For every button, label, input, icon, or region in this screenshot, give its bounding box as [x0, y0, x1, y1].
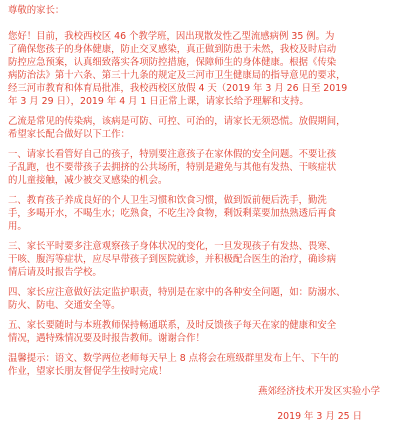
paragraph-item-1: [8, 148, 396, 187]
text-line: 子乱跑，也不要带孩子去拥挤的公共场所，特别是避免与其他有发热、干咳症状: [8, 162, 337, 173]
text-line: 情况，遇特殊情况要及时报告教师。谢谢合作！: [8, 333, 205, 344]
text-line: 年 3 月 29 日），2019 年 4 月 1 日正常上课，请家长给予理解和支持。: [8, 96, 309, 107]
text-line: 干咳、腹泻等症状，应尽早带孩子到医院就诊，并积极配合医生的治疗，确诊病: [8, 254, 337, 265]
text-line: 的儿童接触，减少被交叉感染的机会。: [8, 175, 168, 186]
text-line: 乙流是常见的传染病，该病是可防、可控、可治的，请家长无须恐慌。放假期间，: [8, 116, 346, 127]
text-line: 防火、防电、交通安全等。: [8, 300, 121, 311]
text-line: 希望家长配合做好以下工作：: [8, 129, 130, 140]
text-line: 五、家长要随时与本班教师保持畅通联系，及时反馈孩子每天在家的健康和安全: [8, 320, 337, 331]
text-line: 经三河市教育和体育局批准，我校西校区放假 4 天（2019 年 3 月 26 日至 2019: [8, 83, 348, 94]
text-line: 了确保您孩子的身体健康，防止交叉感染，真正做到防患于未然，我校及时启动: [8, 44, 337, 55]
text-line: 二、教育孩子养成良好的个人卫生习惯和饮食习惯，做到饭前便后洗手，勤洗: [8, 195, 327, 206]
signature: 燕郊经济技术开发区实验小学: [258, 386, 380, 397]
text-line: 用。: [8, 221, 27, 232]
date: 2019 年 3 月 25 日: [277, 411, 362, 422]
paragraph-intro: [8, 115, 396, 141]
text-line: 一、请家长看管好自己的孩子，特别要注意孩子在家休假的安全问题。不要让孩: [8, 149, 337, 160]
paragraph-item-3: [8, 240, 396, 279]
text-line: 三、家长平时要多注意观察孩子身体状况的变化，一旦发现孩子有发热、畏寒、: [8, 241, 337, 252]
paragraph-item-5: [8, 319, 396, 345]
paragraph-announcement: [8, 30, 396, 108]
text-line: 您好！目前，我校西校区 46 个教学班，因出现散发性乙型流感病例 35 例。为: [8, 31, 335, 42]
text-line: 作业，望家长朋友督促学生按时完成！: [8, 366, 168, 377]
text-line: 温馨提示：语文、数学两位老师每天早上 8 点将会在班级群里发布上午、下午的: [8, 353, 339, 364]
paragraph-item-4: [8, 286, 396, 312]
paragraph-reminder: [8, 352, 396, 378]
greeting: 尊敬的家长：: [8, 5, 65, 16]
text-line: 病防治法》第十六条、第三十九条的规定及三河市卫生健康局的指导意见的要求，: [8, 70, 346, 81]
text-line: 情后请及时报告学校。: [8, 267, 102, 278]
text-line: 防控应急预案，认真细致落实各项防控措施，保障师生的身体健康。根据《传染: [8, 57, 337, 68]
text-line: 四、家长应注意做好法定监护职责，特别是在家中的各种安全问题，如：防溺水、: [8, 287, 346, 298]
paragraph-item-2: [8, 194, 396, 233]
text-line: 手，多喝开水，不喝生水；吃熟食，不吃生冷食物，剩饭剩菜要加热熟透后再食: [8, 208, 337, 219]
